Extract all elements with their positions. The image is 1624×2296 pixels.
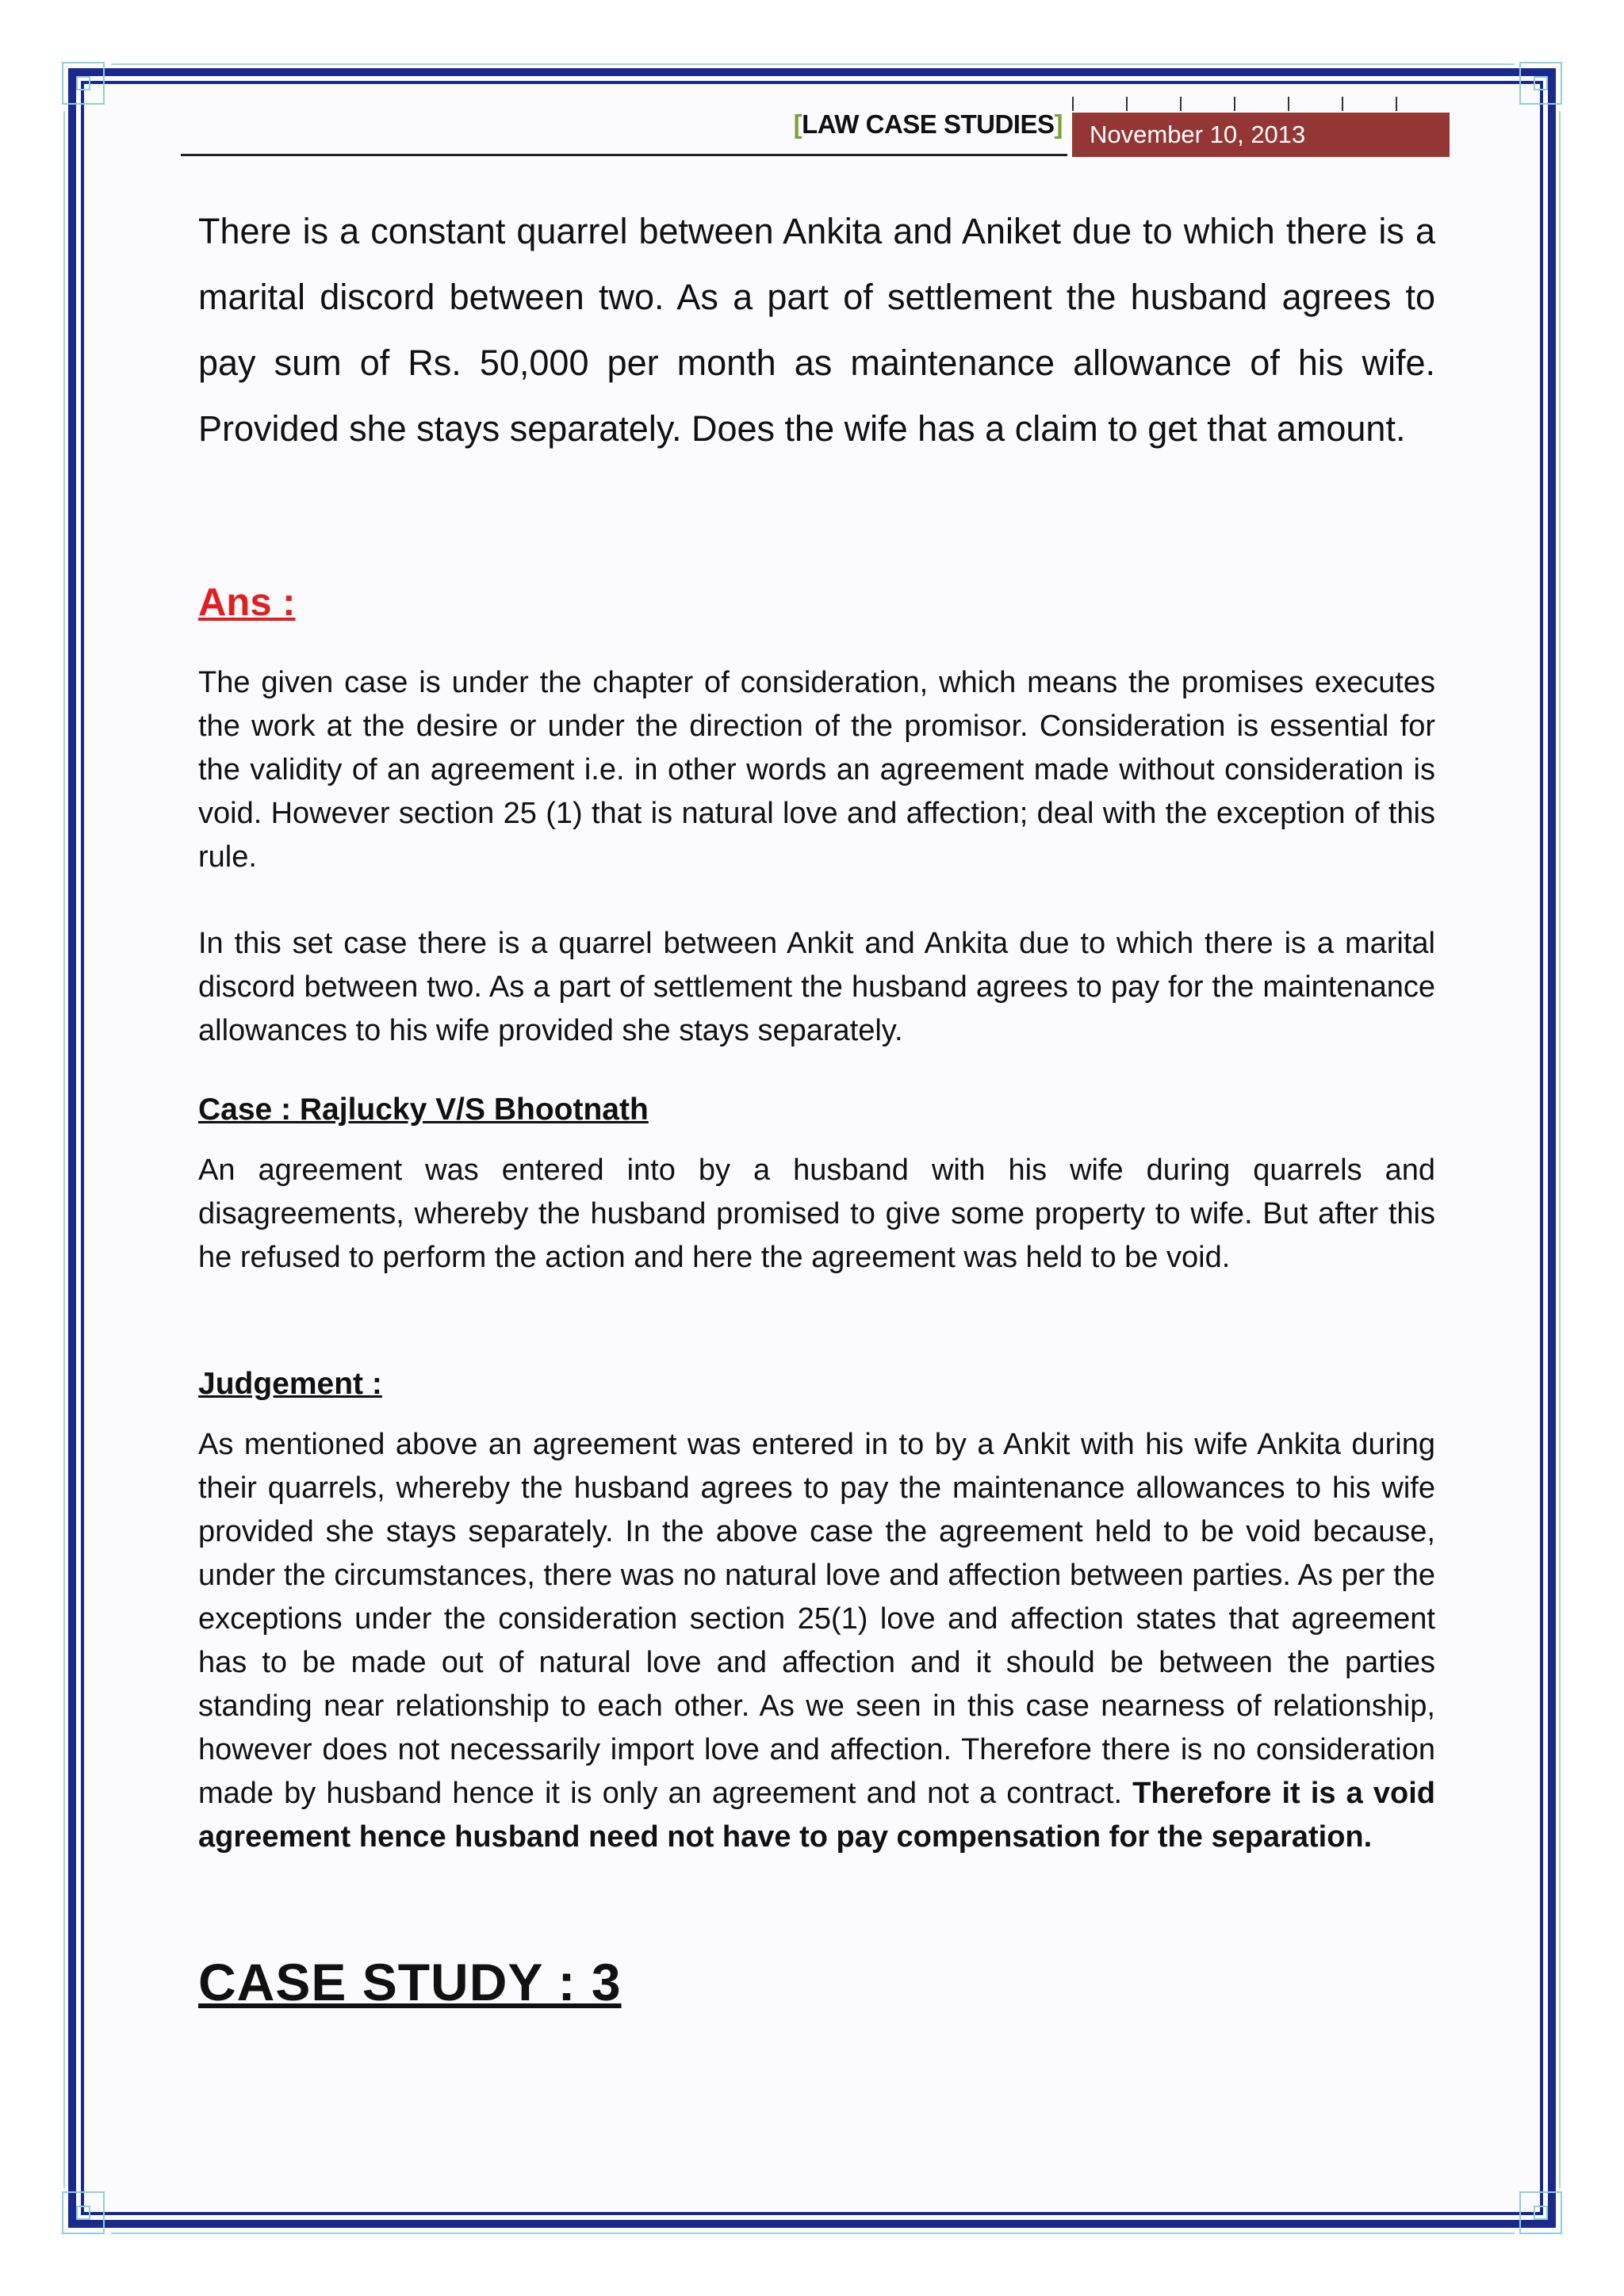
border-guide-left xyxy=(63,111,65,2188)
answer-paragraph-1: The given case is under the chapter of consideration, which means the promises executes the work at the desire or under the direction of the promisor. Consideration is essential for the validity of an agreement i.e. in other words an agreement made without consideration is void. However section 25 (1) that is natural love and affection; deal with the exception of this rule. xyxy=(198,666,1435,874)
judgement-body: As mentioned above an agreement was entered in to by a Ankit with his wife Ankita during their quarrels, whereby the husband agrees to pay the maintenance allowances to his wife provided she stays separately. In the above case the agreement held to be void because, under the circumstances, there was no natural love and affection between parties. As per the exceptions under the consideration section 25(1) love and affection states that agreement has to be made out of natural love and affection and it should be between the parties standing near relationship to each other. As we seen in this case nearness of relationship, however does not necessarily import love and affection. Therefore there is no consideration made by husband hence it is only an agreement and not a contract. xyxy=(198,1428,1435,1810)
answer-paragraph-2: In this set case there is a quarrel between Ankit and Ankita due to which there is a marital discord between two. As a part of settlement the husband agrees to pay for the maintenance allowances to his wife provided she stays separately. xyxy=(198,927,1435,1047)
question-text: There is a constant quarrel between Ankita and Aniket due to which there is a marital discord between two. As a part of settlement the husband agrees to pay sum of Rs. 50,000 per month as maintenance allowance of his wife. Provided she stays separately. Does the wife has a claim to get that amount. xyxy=(198,211,1435,449)
corner-ornament-bottom-right xyxy=(1519,2191,1562,2234)
judgement-text xyxy=(198,1423,1435,1859)
answer-heading: Ans : xyxy=(198,581,296,624)
case-text: An agreement was entered into by a husband with his wife during quarrels and disagreements, whereby the husband promised to give some property to wife. But after this he refused to perform the action and here the agreement was held to be void. xyxy=(198,1154,1435,1274)
border-guide-bottom xyxy=(111,2233,1515,2234)
border-guide-right xyxy=(1559,111,1561,2188)
header-bracket-open: [ xyxy=(793,109,802,139)
header-bracket-close: ] xyxy=(1054,109,1063,139)
corner-ornament-top-left xyxy=(62,62,105,105)
judgement-conclusion: Therefore it is a void agreement hence husband need not have to pay compensation for the separation. xyxy=(198,1777,1435,1854)
border-guide-top xyxy=(111,63,1515,65)
judgement-heading: Judgement : xyxy=(198,1367,382,1401)
header-date: November 10, 2013 xyxy=(1072,113,1450,157)
case-heading: Case : Rajlucky V/S Bhootnath xyxy=(198,1093,649,1127)
case-study-3-heading: CASE STUDY : 3 xyxy=(198,1953,622,2011)
header-ruler xyxy=(1072,97,1450,111)
header-title xyxy=(769,109,1063,140)
header-title-text: LAW CASE STUDIES xyxy=(802,109,1055,139)
header-rule xyxy=(181,154,1067,156)
corner-ornament-bottom-left xyxy=(62,2191,105,2234)
corner-ornament-top-right xyxy=(1519,62,1562,105)
